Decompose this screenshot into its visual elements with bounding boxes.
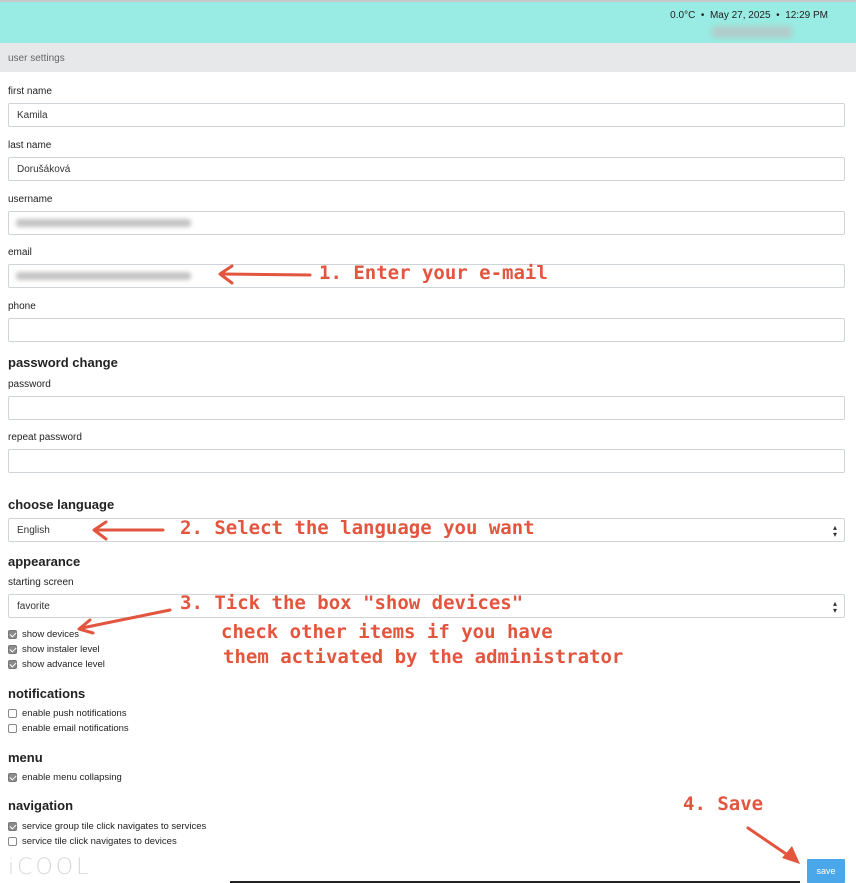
repeat-password-input[interactable]: [8, 449, 845, 473]
email-blurred-value: [16, 272, 191, 280]
annotation-step-3-line-3: them activated by the administrator: [223, 646, 624, 668]
username-blurred-value: [16, 219, 191, 227]
navigation-heading: navigation: [8, 798, 74, 813]
checkbox-label: show instaler level: [22, 643, 100, 655]
show-instaler-level-checkbox[interactable]: [8, 643, 100, 655]
starting-screen-value: favorite: [17, 601, 50, 612]
show-devices-checkbox[interactable]: [8, 628, 79, 640]
checkbox-checked-icon[interactable]: [8, 822, 17, 831]
service-group-navigation-checkbox[interactable]: [8, 820, 206, 832]
status-line: [670, 10, 828, 21]
checkbox-unchecked-icon[interactable]: [8, 709, 17, 718]
checkbox-label: show devices: [22, 628, 80, 640]
arrow-to-save-icon: [748, 828, 795, 860]
username-label: username: [8, 194, 53, 205]
checkbox-unchecked-icon[interactable]: [8, 837, 17, 846]
menu-collapsing-checkbox[interactable]: [8, 771, 122, 783]
checkbox-checked-icon[interactable]: [8, 645, 17, 654]
time: 12:29 PM: [785, 10, 828, 21]
select-arrows-icon: ▴ ▾: [832, 599, 837, 615]
separator: •: [776, 10, 780, 21]
password-input[interactable]: [8, 396, 845, 420]
annotation-step-1: 1. Enter your e-mail: [319, 262, 548, 284]
checkbox-checked-icon[interactable]: [8, 773, 17, 782]
starting-screen-label: starting screen: [8, 577, 74, 588]
service-tile-navigation-checkbox[interactable]: [8, 835, 177, 847]
checkbox-checked-icon[interactable]: [8, 660, 17, 669]
checkbox-unchecked-icon[interactable]: [8, 724, 17, 733]
temperature: 0.0°C: [670, 10, 696, 21]
checkbox-checked-icon[interactable]: [8, 630, 17, 639]
first-name-input[interactable]: [8, 103, 845, 127]
email-label: email: [8, 247, 32, 258]
top-bar: [0, 0, 856, 43]
arrowhead-icon: [79, 620, 93, 633]
annotation-step-2: 2. Select the language you want: [180, 517, 535, 539]
save-button[interactable]: save: [807, 859, 845, 883]
checkbox-label: service group tile click navigates to services: [22, 820, 207, 832]
checkbox-label: show advance level: [22, 658, 105, 670]
notifications-heading: notifications: [8, 686, 86, 701]
first-name-label: first name: [8, 86, 52, 97]
menu-heading: menu: [8, 750, 43, 765]
show-advance-level-checkbox[interactable]: [8, 658, 105, 670]
password-change-heading: password change: [8, 355, 118, 370]
appearance-heading: appearance: [8, 554, 81, 569]
repeat-password-label: repeat password: [8, 432, 82, 443]
email-notifications-checkbox[interactable]: [8, 722, 129, 734]
choose-language-heading: choose language: [8, 497, 115, 512]
checkbox-label: enable menu collapsing: [22, 771, 122, 783]
icool-logo: iCOOL: [8, 855, 92, 880]
last-name-label: last name: [8, 140, 52, 151]
phone-input[interactable]: [8, 318, 845, 342]
annotation-step-3-line-2: check other items if you have: [221, 621, 553, 643]
page-subheader: [0, 43, 856, 72]
last-name-input[interactable]: [8, 157, 845, 181]
phone-label: phone: [8, 301, 36, 312]
password-label: password: [8, 379, 51, 390]
checkbox-label: enable push notifications: [22, 707, 127, 719]
separator: •: [700, 10, 705, 21]
blurred-user-name[interactable]: [712, 26, 792, 38]
push-notifications-checkbox[interactable]: [8, 707, 127, 719]
checkbox-label: service tile click navigates to devices: [22, 835, 177, 847]
checkbox-label: enable email notifications: [22, 722, 129, 734]
annotation-step-3-line-1: 3. Tick the box "show devices": [180, 592, 524, 614]
select-arrows-icon: ▴ ▾: [832, 523, 837, 539]
date: May 27, 2025: [709, 10, 771, 21]
page-title: user settings: [8, 53, 65, 64]
language-selected-value: English: [17, 525, 50, 536]
arrowhead-icon: [782, 846, 800, 864]
annotation-step-4: 4. Save: [683, 793, 764, 815]
